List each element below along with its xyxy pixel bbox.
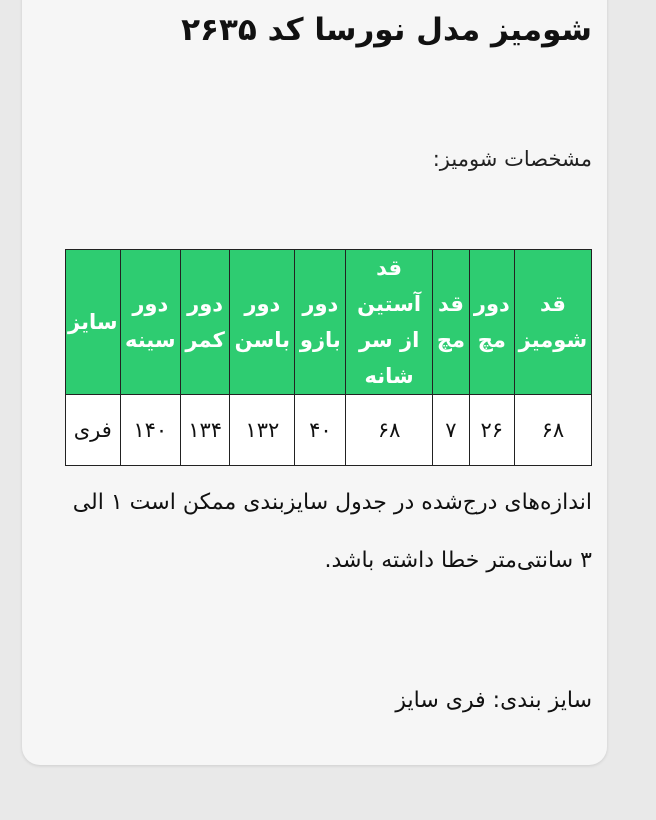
cell-cuff-length: ۷ xyxy=(432,395,469,466)
cell-chest-circumference: ۱۴۰ xyxy=(120,395,180,466)
cell-size: فری xyxy=(66,395,121,466)
page-scrollbar[interactable] xyxy=(641,0,644,820)
product-title: شومیز مدل نورسا کد ۲۶۳۵ xyxy=(181,12,592,48)
cell-hip-circumference: ۱۳۲ xyxy=(230,395,295,466)
specs-heading: مشخصات شومیز: xyxy=(432,147,592,171)
header-size: سایز xyxy=(66,250,121,395)
cell-waist-circumference: ۱۳۴ xyxy=(180,395,229,466)
header-arm-circumference: دور بازو xyxy=(295,250,346,395)
cell-blouse-length: ۶۸ xyxy=(514,395,591,466)
table-header-row xyxy=(66,250,592,395)
size-table-container xyxy=(65,249,592,461)
header-waist-circumference: دور کمر xyxy=(180,250,229,395)
size-table xyxy=(65,249,592,466)
header-sleeve-length: قد آستین از سر شانه xyxy=(346,250,433,395)
header-cuff-length: قد مچ xyxy=(432,250,469,395)
cell-sleeve-length: ۶۸ xyxy=(346,395,433,466)
sizing-info: سایز بندی: فری سایز xyxy=(395,688,592,713)
cell-wrist-circumference: ۲۶ xyxy=(469,395,514,466)
header-hip-circumference: دور باسن xyxy=(230,250,295,395)
size-tolerance-note: اندازه‌های درج‌شده در جدول سایزبندی ممکن است ۱ الی ۳ سانتی‌متر خطا داشته باشد. xyxy=(72,490,592,573)
header-chest-circumference: دور سینه xyxy=(120,250,180,395)
table-row xyxy=(66,395,592,466)
cell-arm-circumference: ۴۰ xyxy=(295,395,346,466)
header-blouse-length: قد شومیز xyxy=(514,250,591,395)
header-wrist-circumference: دور مچ xyxy=(469,250,514,395)
